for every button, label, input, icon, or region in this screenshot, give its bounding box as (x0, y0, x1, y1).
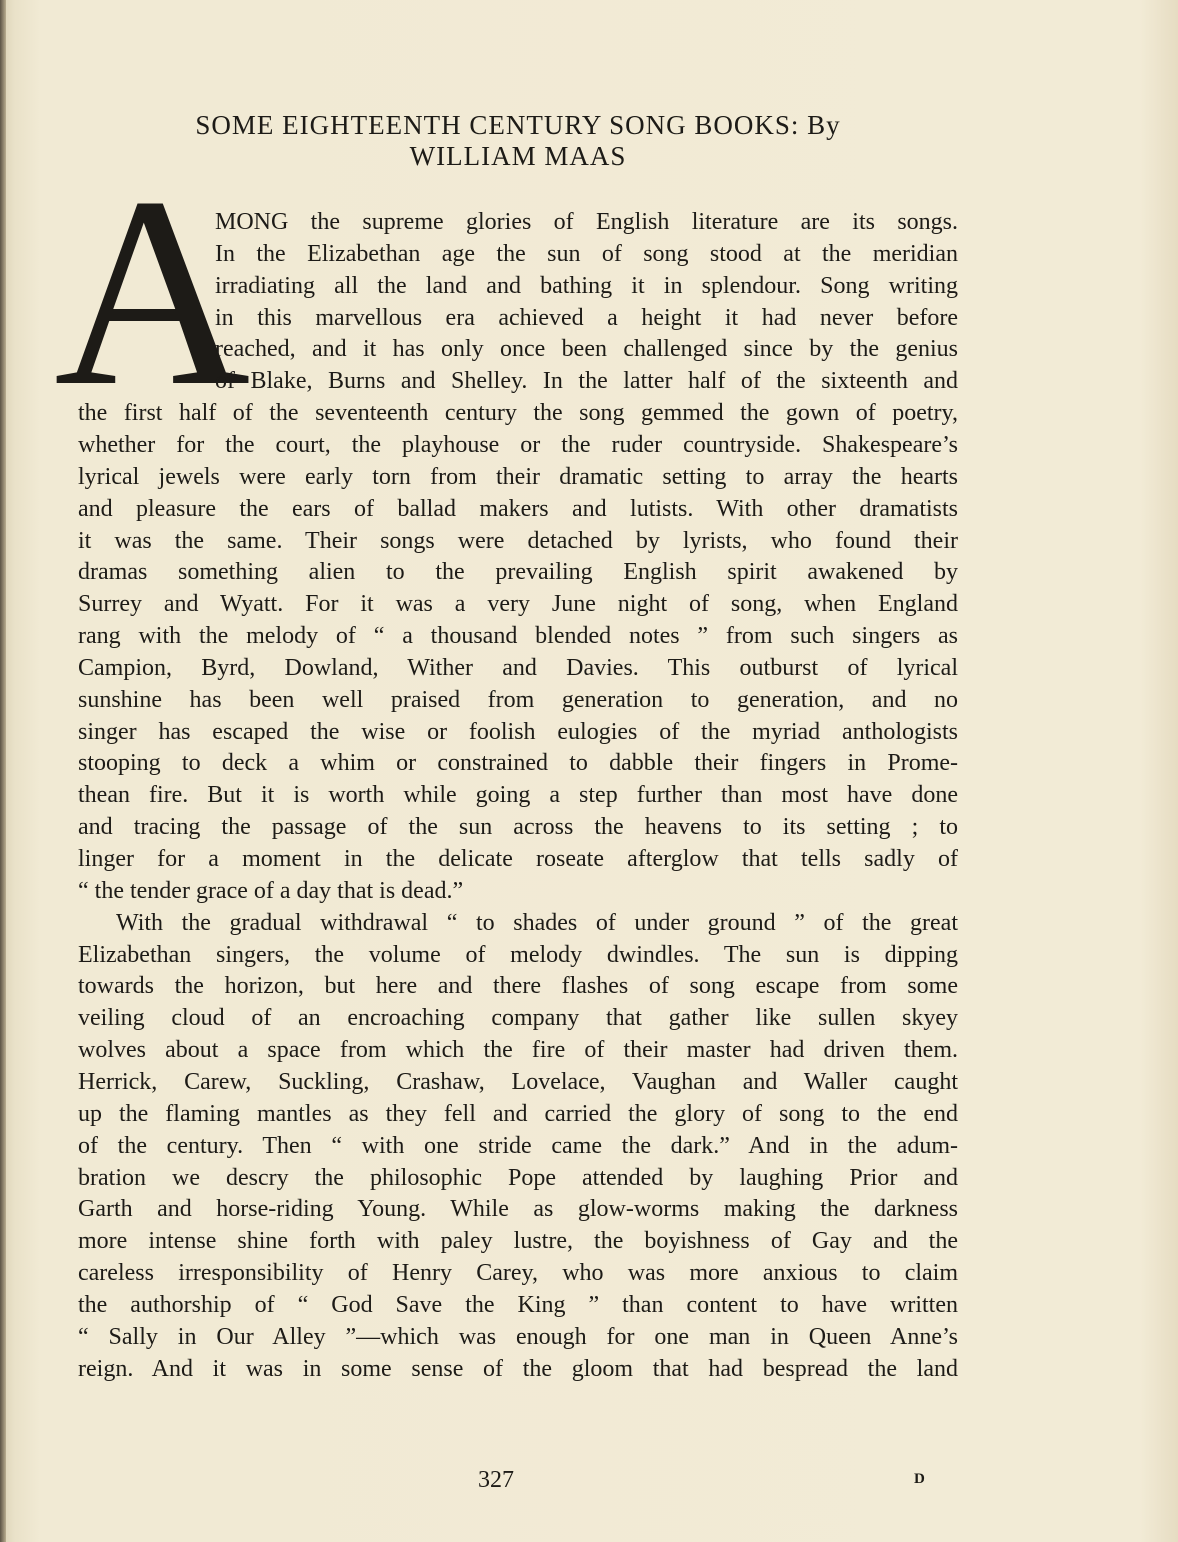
body-line: Elizabethan singers, the volume of melody dwindles. The sun is dipping (78, 941, 958, 968)
body-line: in this marvellous era achieved a height it had never before (215, 304, 958, 331)
title-line-2: WILLIAM MAAS (409, 141, 627, 171)
page-number: 327 (478, 1467, 514, 1493)
title-line-1: SOME EIGHTEENTH CENTURY SONG BOOKS: By (195, 110, 841, 140)
body-line: “ the tender grace of a day that is dead.” (78, 877, 464, 904)
body-line: and pleasure the ears of ballad makers and lutists. With other dramatists (78, 495, 958, 522)
body-line: wolves about a space from which the fire of their master had driven them. (78, 1037, 958, 1064)
body-line: Surrey and Wyatt. For it was a very June night of song, when England (78, 591, 958, 618)
body-line: it was the same. Their songs were detached by lyrists, who found their (78, 527, 958, 554)
body-line: “ Sally in Our Alley ”—which was enough for one man in Queen Anne’s (78, 1323, 958, 1350)
body-line: the authorship of “ God Save the King ” than content to have written (78, 1291, 958, 1318)
body-line: whether for the court, the playhouse or the ruder countryside. Shakespeare’s (78, 431, 958, 458)
body-line: linger for a moment in the delicate roseate afterglow that tells sadly of (78, 846, 958, 872)
body-line: bration we descry the philosophic Pope attended by laughing Prior and (78, 1164, 958, 1191)
body-line: towards the horizon, but here and there flashes of song escape from some (78, 973, 958, 1000)
body-line: rang with the melody of “ a thousand blended notes ” from such singers as (78, 623, 958, 650)
body-line: careless irresponsibility of Henry Carey, who was more anxious to claim (78, 1260, 958, 1287)
body-line: lyrical jewels were early torn from their dramatic setting to array the hearts (78, 463, 958, 490)
signature-mark: D (914, 1471, 925, 1487)
body-line: up the flaming mantles as they fell and carried the glory of song to the end (78, 1100, 958, 1127)
body-line: more intense shine forth with paley lustre, the boyishness of Gay and the (78, 1228, 958, 1255)
body-line: irradiating all the land and bathing it in splendour. Song writing (215, 272, 958, 299)
body-line: In the Elizabethan age the sun of song stood at the meridian (215, 240, 958, 267)
body-line: Campion, Byrd, Dowland, Wither and Davies. This outburst of lyrical (78, 654, 958, 681)
body-line: of the century. Then “ with one stride came the dark.” And in the adum- (78, 1132, 958, 1159)
body-line: singer has escaped the wise or foolish eulogies of the myriad anthologists (78, 718, 958, 745)
book-spine-shadow (0, 0, 6, 1542)
drop-cap: A (54, 141, 251, 442)
body-line: sunshine has been well praised from generation to generation, and no (78, 686, 958, 713)
body-line: thean fire. But it is worth while going a step further than most have done (78, 782, 958, 809)
body-line: stooping to deck a whim or constrained to dabble their fingers in Prome- (78, 750, 958, 777)
body-line: Herrick, Carew, Suckling, Crashaw, Lovelace, Vaughan and Waller caught (78, 1068, 958, 1095)
body-line: and tracing the passage of the sun across the heavens to its setting ; to (78, 814, 958, 841)
body-line: reign. And it was in some sense of the gloom that had bespread the land (78, 1355, 958, 1382)
body-line: MONG the supreme glories of English literature are its songs. (215, 209, 958, 235)
body-line: veiling cloud of an encroaching company that gather like sullen skyey (78, 1005, 958, 1032)
body-line: dramas something alien to the prevailing English spirit awakened by (78, 559, 958, 586)
body-line: of Blake, Burns and Shelley. In the latter half of the sixteenth and (215, 368, 958, 395)
body-line: Garth and horse-riding Young. While as glow-worms making the darkness (78, 1196, 958, 1223)
body-line: reached, and it has only once been challenged since by the genius (215, 336, 958, 363)
body-line: the first half of the seventeenth century the song gemmed the gown of poetry, (78, 400, 958, 427)
body-line: With the gradual withdrawal “ to shades of under ground ” of the great (116, 909, 958, 936)
